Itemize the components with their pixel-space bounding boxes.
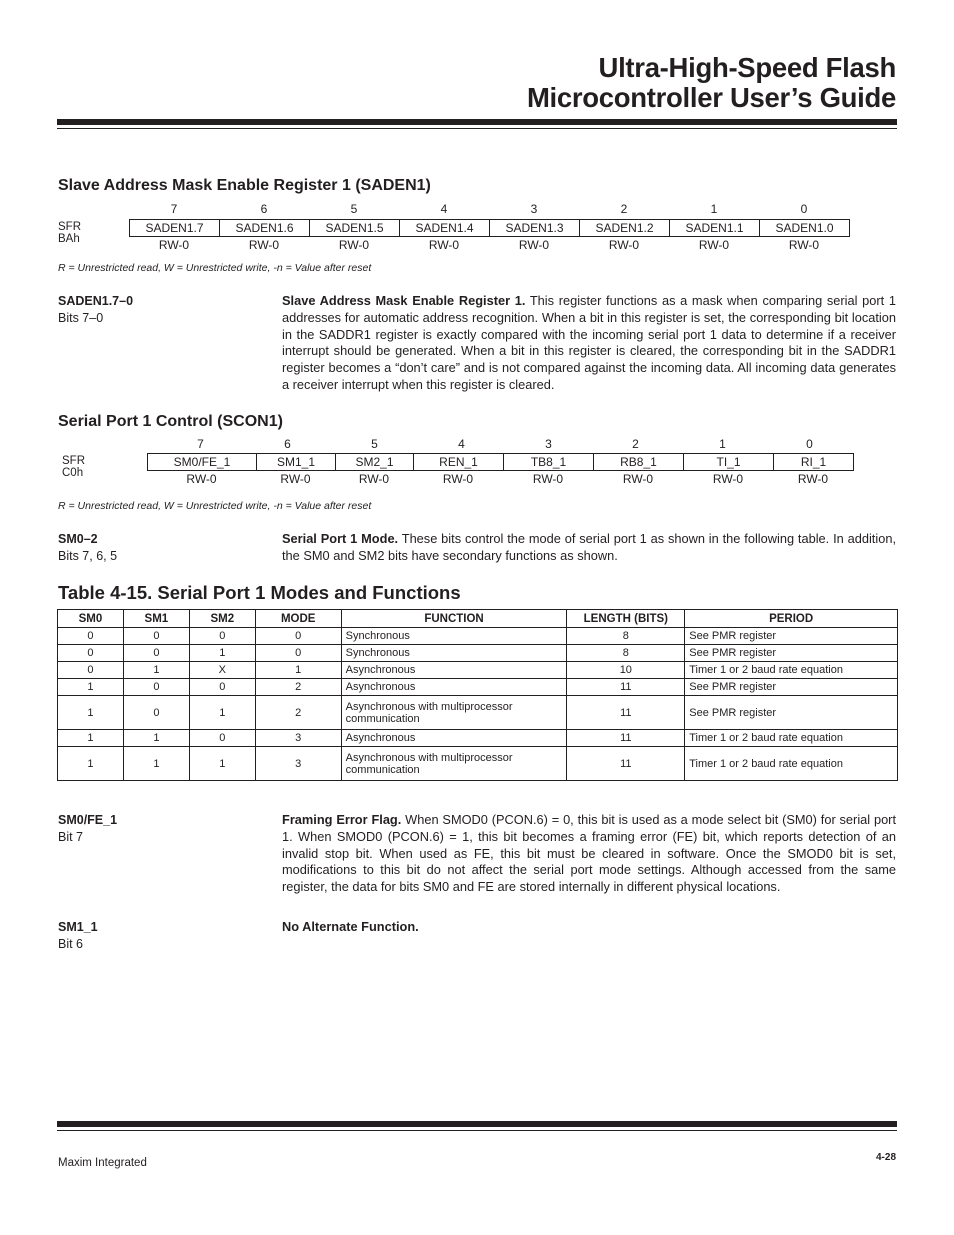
table-cell: 1 [123,730,189,747]
saden1-heading: Slave Address Mask Enable Register 1 (SADEN1) [58,177,431,194]
field-desc-text: When SMOD0 (PCON.6) = 0, this bit is used as a mode select bit (SM0) for serial port 1. When SMOD0 (PCON.6) = 1, this bit becomes a framing error (FE) bit, which reports detection of an invalid stop bit. When used as FE, this bit must be cleared in software. Once the SMOD0 bit is set, modifications to this bit do not affect the serial port mode settings. Although accessed from the same register, the data for bits SM0 and FE are stored internally in different physical locations. [282,812,897,895]
table-cell: 0 [123,696,189,730]
saden1-field-description [282,293,896,394]
sm0fe-field-name [58,812,117,846]
field-name: SADEN1.7–0 [58,294,134,308]
table-cell: Asynchronous with multiprocessor communication [341,696,567,730]
bit-number: 0 [800,202,808,216]
field-name: SM0/FE_1 [58,813,118,827]
field-bits: Bit 7 [58,830,84,844]
bit-access: RW-0 [428,238,460,252]
table-cell: 2 [255,696,341,730]
bit-number: 0 [806,437,813,451]
bit-access: RW-0 [442,472,474,486]
column-header: LENGTH (BITS) [567,610,685,628]
header-rule-thin [57,128,897,129]
bit-number: 3 [545,437,552,451]
bit-number: 2 [632,437,639,451]
saden1-access [129,238,849,252]
bit-access: RW-0 [358,472,390,486]
table-cell: Timer 1 or 2 baud rate equation [685,730,898,747]
table-cell: 3 [255,730,341,747]
saden1-legend-note: R = Unrestricted read, W = Unrestricted write, -n = Value after reset [58,262,372,274]
table-cell: 1 [123,662,189,679]
sm02-field-description [282,531,896,565]
saden1-bit-numbers [129,202,849,216]
bit-number: 7 [170,202,178,216]
document-title-line2: Microcontroller User’s Guide [526,81,896,113]
bit-number: 1 [719,437,726,451]
bit-name: SM2_1 [335,454,413,470]
table-cell: 0 [255,645,341,662]
footer-rule-thick [57,1121,897,1127]
field-desc-lead: No Alternate Function. [282,919,419,934]
bit-name: SADEN1.3 [489,220,579,236]
table-cell: 0 [58,662,124,679]
scon1-bit-numbers [157,437,853,451]
column-header: FUNCTION [341,610,567,628]
table-row [58,628,898,645]
saden1-sfr-address: SFR BAh [58,221,81,245]
bit-number: 2 [620,202,628,216]
table-cell: 0 [58,645,124,662]
modes-table [57,609,898,781]
bit-access: RW-0 [532,472,564,486]
bit-name: SADEN1.2 [579,220,669,236]
bit-name: SM1_1 [256,454,335,470]
bit-name: REN_1 [413,454,503,470]
bit-name: RI_1 [773,454,853,470]
bit-name: SADEN1.7 [145,221,204,235]
field-bits: Bits 7–0 [58,311,104,325]
bit-access: RW-0 [518,238,550,252]
table-cell: 1 [189,747,255,781]
table-cell: 11 [567,747,685,781]
bit-access: RW-0 [797,472,829,486]
column-header: MODE [255,610,341,628]
table-cell: 0 [123,628,189,645]
table-cell: 1 [58,679,124,696]
sm1-field-description [282,919,896,936]
footer-rule-thin [57,1130,897,1131]
bit-number: 5 [350,202,358,216]
column-header: SM0 [58,610,124,628]
table-title: Table 4-15. Serial Port 1 Modes and Functions [58,582,461,603]
table-cell: 8 [567,628,685,645]
table-cell: 1 [189,696,255,730]
table-cell: 11 [567,730,685,747]
field-bits: Bit 6 [58,937,84,951]
document-title [527,53,896,112]
table-cell: See PMR register [685,679,898,696]
table-row [58,679,898,696]
scon1-heading: Serial Port 1 Control (SCON1) [58,413,283,430]
table-cell: See PMR register [685,696,898,730]
bit-name: RB8_1 [593,454,683,470]
field-bits: Bits 7, 6, 5 [58,549,118,563]
table-cell: 1 [58,730,124,747]
bit-access: RW-0 [186,472,217,486]
table-cell: Timer 1 or 2 baud rate equation [685,662,898,679]
bit-name: TI_1 [683,454,773,470]
bit-access: RW-0 [712,472,744,486]
scon1-bit-names [147,453,854,471]
table-cell: 3 [255,747,341,781]
table-cell: 10 [567,662,685,679]
table-cell: 0 [189,628,255,645]
table-header-row [58,610,898,628]
table-cell: 1 [58,696,124,730]
table-row [58,747,898,781]
table-cell: 0 [189,730,255,747]
field-name: SM0–2 [58,532,98,546]
column-header: SM1 [123,610,189,628]
table-cell: 1 [123,747,189,781]
table-row [58,696,898,730]
field-desc-lead: Slave Address Mask Enable Register 1. [282,293,526,308]
sm02-field-name [58,531,117,565]
table-cell: See PMR register [685,645,898,662]
bit-number: 6 [260,202,268,216]
footer-company: Maxim Integrated [58,1157,147,1169]
saden1-field-name [58,293,133,327]
bit-number: 7 [197,437,204,451]
column-header: SM2 [189,610,255,628]
bit-access: RW-0 [788,238,820,252]
bit-name: SADEN1.4 [399,220,489,236]
scon1-access [147,472,853,486]
field-desc-text: These bits control the mode of serial port 1 as shown in the following table. In addition, the SM0 and SM2 bits have secondary functions as shown. [282,531,896,563]
bit-name: TB8_1 [503,454,593,470]
table-cell: Synchronous [341,645,567,662]
sm1-field-name [58,919,98,953]
table-row [58,730,898,747]
column-header: PERIOD [685,610,898,628]
table-cell: 0 [123,645,189,662]
field-desc-lead: Serial Port 1 Mode. [282,531,399,546]
table-cell: 0 [255,628,341,645]
table-cell: 1 [189,645,255,662]
table-cell: 11 [567,679,685,696]
bit-access: RW-0 [698,238,730,252]
table-row [58,662,898,679]
table-cell: 8 [567,645,685,662]
table-cell: 2 [255,679,341,696]
table-cell: 0 [189,679,255,696]
bit-number: 1 [710,202,718,216]
bit-name: SADEN1.6 [219,220,309,236]
table-cell: See PMR register [685,628,898,645]
bit-access: RW-0 [622,472,654,486]
table-cell: Synchronous [341,628,567,645]
table-cell: 0 [58,628,124,645]
bit-number: 6 [284,437,291,451]
scon1-legend-note: R = Unrestricted read, W = Unrestricted write, -n = Value after reset [58,500,372,512]
document-title-line1: Ultra-High-Speed Flash [598,52,896,83]
sm0fe-field-description [282,812,896,896]
field-name: SM1_1 [58,920,98,934]
saden1-bit-names [129,219,850,237]
page-number: 4-28 [875,1152,896,1163]
bit-name: SADEN1.1 [669,220,759,236]
table-cell: 0 [123,679,189,696]
bit-name: SM0/FE_1 [173,455,231,469]
bit-number: 4 [458,437,465,451]
field-desc-text: This register functions as a mask when comparing serial port 1 addresses for automatic address recognition. When a bit in this register is set, the corresponding bit location in the SADDR1 register is exactly compared with the incoming serial port 1 data to determine if a receiver interrupt should be generated. When a bit in this register is cleared, the corresponding bit in the SADDR1 register becomes a “don’t care” and is not compared against the incoming data. All incoming data generates a receiver interrupt when this register is cleared. [282,293,896,392]
field-desc-lead: Framing Error Flag. [282,812,402,827]
bit-number: 3 [530,202,538,216]
bit-access: RW-0 [248,238,280,252]
scon1-sfr-address: SFR C0h [62,455,85,479]
bit-access: RW-0 [280,472,311,486]
table-cell: Asynchronous with multiprocessor communication [341,747,567,781]
table-cell: Asynchronous [341,662,567,679]
header-rule-thick [57,119,897,125]
bit-access: RW-0 [608,238,640,252]
bit-access: RW-0 [338,238,370,252]
table-cell: X [189,662,255,679]
table-cell: Timer 1 or 2 baud rate equation [685,747,898,781]
table-cell: 1 [58,747,124,781]
table-cell: 11 [567,696,685,730]
bit-number: 4 [440,202,448,216]
bit-number: 5 [371,437,378,451]
bit-name: SADEN1.0 [759,220,849,236]
table-row [58,645,898,662]
table-cell: Asynchronous [341,730,567,747]
table-cell: Asynchronous [341,679,567,696]
bit-access: RW-0 [158,238,190,252]
bit-name: SADEN1.5 [309,220,399,236]
table-cell: 1 [255,662,341,679]
